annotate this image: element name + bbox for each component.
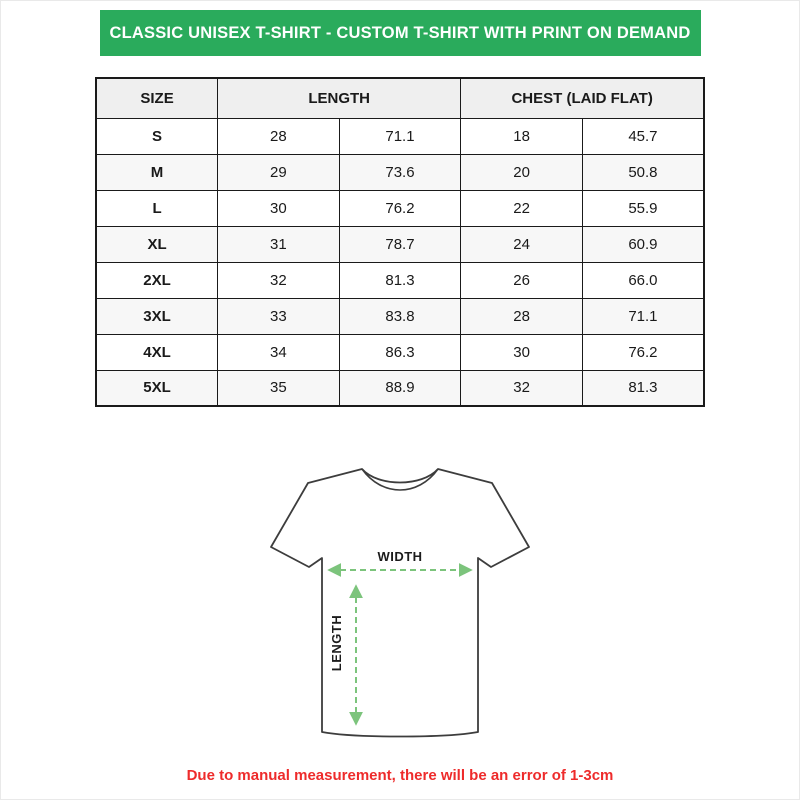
header-chest: CHEST (LAID FLAT) (461, 78, 704, 118)
length-cm-cell: 73.6 (339, 154, 461, 190)
chest-inch-cell: 26 (461, 262, 583, 298)
size-cell: S (96, 118, 218, 154)
size-cell: M (96, 154, 218, 190)
length-cm-cell: 86.3 (339, 334, 461, 370)
table-row (96, 226, 704, 262)
length-inch-cell: 33 (218, 298, 340, 334)
size-cell: XL (96, 226, 218, 262)
chest-cm-cell: 55.9 (582, 190, 704, 226)
size-cell: 3XL (96, 298, 218, 334)
length-cm-cell: 83.8 (339, 298, 461, 334)
size-cell: L (96, 190, 218, 226)
table-row (96, 334, 704, 370)
chest-inch-cell: 20 (461, 154, 583, 190)
chest-cm-cell: 71.1 (582, 298, 704, 334)
chest-cm-cell: 76.2 (582, 334, 704, 370)
length-cm-cell: 88.9 (339, 370, 461, 406)
header-length: LENGTH (218, 78, 461, 118)
length-inch-cell: 28 (218, 118, 340, 154)
chest-cm-cell: 81.3 (582, 370, 704, 406)
chest-cm-cell: 66.0 (582, 262, 704, 298)
chest-inch-cell: 28 (461, 298, 583, 334)
length-cm-cell: 71.1 (339, 118, 461, 154)
table-row (96, 370, 704, 406)
length-label: LENGTH (329, 614, 344, 672)
length-cm-cell: 76.2 (339, 190, 461, 226)
length-inch-cell: 32 (218, 262, 340, 298)
header-size: SIZE (96, 78, 218, 118)
length-cm-cell: 78.7 (339, 226, 461, 262)
length-inch-cell: 35 (218, 370, 340, 406)
table-row (96, 118, 704, 154)
table-row (96, 190, 704, 226)
chest-inch-cell: 18 (461, 118, 583, 154)
chest-cm-cell: 45.7 (582, 118, 704, 154)
length-inch-cell: 30 (218, 190, 340, 226)
chest-cm-cell: 60.9 (582, 226, 704, 262)
chest-inch-cell: 32 (461, 370, 583, 406)
tshirt-measurement-diagram (240, 453, 560, 763)
length-cm-cell: 81.3 (339, 262, 461, 298)
size-cell: 4XL (96, 334, 218, 370)
table-body (96, 118, 704, 406)
length-inch-cell: 31 (218, 226, 340, 262)
page-title: CLASSIC UNISEX T-SHIRT - CUSTOM T-SHIRT WITH PRINT ON DEMAND (109, 23, 691, 42)
size-cell: 5XL (96, 370, 218, 406)
table-row (96, 154, 704, 190)
chest-inch-cell: 24 (461, 226, 583, 262)
width-label: WIDTH (377, 549, 423, 564)
tshirt-drawing (240, 453, 560, 763)
length-inch-cell: 29 (218, 154, 340, 190)
chest-inch-cell: 22 (461, 190, 583, 226)
size-chart-table (95, 77, 705, 407)
tshirt-outline-icon (271, 469, 529, 737)
title-banner (100, 10, 701, 56)
size-cell: 2XL (96, 262, 218, 298)
table-row (96, 298, 704, 334)
length-inch-cell: 34 (218, 334, 340, 370)
table-row (96, 262, 704, 298)
measurement-note: Due to manual measurement, there will be an error of 1-3cm (186, 767, 614, 784)
chest-cm-cell: 50.8 (582, 154, 704, 190)
chest-inch-cell: 30 (461, 334, 583, 370)
table-header-row (96, 78, 704, 118)
